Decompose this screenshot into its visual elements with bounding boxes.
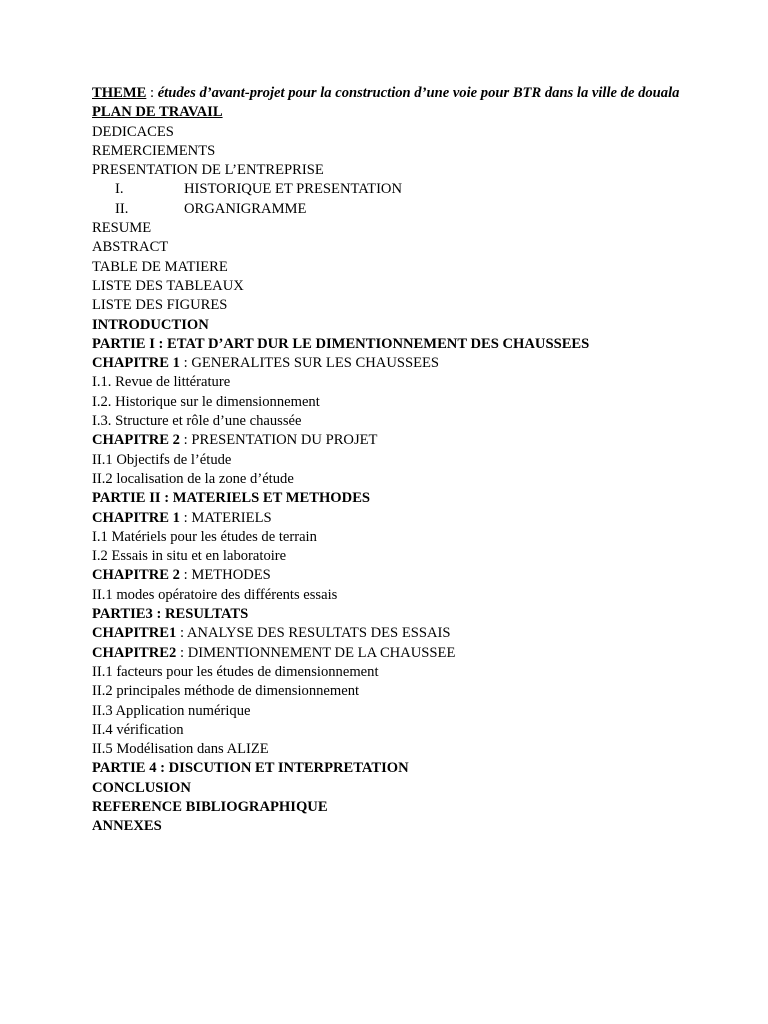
- toc-subentry-number: I.: [115, 181, 124, 198]
- toc-entry-annexes: ANNEXES: [92, 818, 162, 835]
- toc-entry-introduction: INTRODUCTION: [92, 316, 209, 333]
- chapter-separator: :: [179, 567, 192, 584]
- toc-entry-resume: RESUME: [92, 220, 152, 237]
- toc-section: II.5 Modélisation dans ALIZE: [92, 741, 269, 758]
- toc-section: II.1 modes opératoire des différents essais: [92, 586, 338, 603]
- partie-3-heading: PARTIE3 : RESULTATS: [92, 606, 249, 623]
- toc-section: II.1 Objectifs de l’étude: [92, 451, 232, 468]
- theme-label: THEME: [92, 85, 147, 101]
- partie-1-chapitre-2: [92, 431, 692, 450]
- chapter-separator: :: [176, 644, 188, 661]
- chapter-title: PRESENTATION DU PROJET: [191, 432, 378, 449]
- chapter-label: CHAPITRE 2: [92, 567, 180, 584]
- partie-2-heading: PARTIE II : MATERIELS ET METHODES: [92, 490, 371, 507]
- toc-entry-abstract: ABSTRACT: [92, 239, 169, 256]
- toc-entry-liste-figures: LISTE DES FIGURES: [92, 297, 228, 314]
- document-page: [92, 84, 692, 837]
- toc-entry-conclusion: CONCLUSION: [92, 779, 191, 796]
- chapter-separator: :: [179, 509, 192, 526]
- toc-section: I.1. Revue de littérature: [92, 374, 231, 391]
- chapter-label: CHAPITRE 1: [92, 355, 180, 372]
- toc-entry-table-matiere: TABLE DE MATIERE: [92, 258, 228, 275]
- partie-3-chapitre-2: [92, 644, 692, 663]
- toc-entry-liste-tableaux: LISTE DES TABLEAUX: [92, 277, 244, 294]
- partie-1-heading: PARTIE I : ETAT D’ART DUR LE DIMENTIONNEMENT DES CHAUSSEES: [92, 335, 590, 352]
- chapter-title: DIMENTIONNEMENT DE LA CHAUSSEE: [187, 644, 456, 661]
- toc-entry-references: REFERENCE BIBLIOGRAPHIQUE: [92, 798, 328, 815]
- chapter-label: CHAPITRE 2: [92, 432, 180, 449]
- chapter-title: METHODES: [191, 567, 271, 584]
- toc-subentry-historique: [92, 180, 692, 199]
- toc-subentry-label: ORGANIGRAMME: [184, 200, 307, 217]
- theme-title: études d’avant-projet pour la construction d’une voie pour BTR dans la ville de douala: [157, 85, 680, 101]
- toc-section: II.3 Application numérique: [92, 702, 251, 719]
- chapter-separator: :: [176, 625, 187, 642]
- toc-section: I.1 Matériels pour les études de terrain: [92, 528, 317, 545]
- partie-2-chapitre-2: [92, 566, 692, 585]
- theme-line: [92, 84, 688, 103]
- toc-section: II.1 facteurs pour les études de dimensionnement: [92, 663, 379, 680]
- toc-entry-remerciements: REMERCIEMENTS: [92, 142, 216, 159]
- toc-section: II.2 principales méthode de dimensionnement: [92, 683, 360, 700]
- partie-1-chapitre-1: [92, 354, 692, 373]
- chapter-label: CHAPITRE2: [92, 644, 177, 661]
- toc-section: I.3. Structure et rôle d’une chaussée: [92, 413, 302, 430]
- chapter-separator: :: [179, 432, 192, 449]
- toc-section: I.2. Historique sur le dimensionnement: [92, 393, 320, 410]
- toc-entry-dedicaces: DEDICACES: [92, 123, 174, 140]
- partie-4-heading: PARTIE 4 : DISCUTION ET INTERPRETATION: [92, 760, 409, 777]
- toc-entry-presentation-entreprise: PRESENTATION DE L’ENTREPRISE: [92, 162, 324, 179]
- chapter-title: MATERIELS: [191, 509, 272, 526]
- chapter-separator: :: [179, 355, 192, 372]
- chapter-title: GENERALITES SUR LES CHAUSSEES: [191, 355, 440, 372]
- chapter-label: CHAPITRE 1: [92, 509, 180, 526]
- partie-3-chapitre-1: [92, 624, 692, 643]
- partie-2-chapitre-1: [92, 509, 692, 528]
- toc-section: I.2 Essais in situ et en laboratoire: [92, 548, 287, 565]
- toc-subentry-organigramme: [92, 200, 692, 219]
- toc-section: II.4 vérification: [92, 721, 184, 738]
- chapter-label: CHAPITRE1: [92, 625, 177, 642]
- toc-section: II.2 localisation de la zone d’étude: [92, 470, 294, 487]
- plan-heading: PLAN DE TRAVAIL: [92, 104, 223, 121]
- chapter-title: ANALYSE DES RESULTATS DES ESSAIS: [186, 625, 451, 642]
- theme-separator: :: [146, 85, 158, 101]
- toc-subentry-label: HISTORIQUE ET PRESENTATION: [184, 181, 403, 198]
- toc-subentry-number: II.: [115, 200, 129, 217]
